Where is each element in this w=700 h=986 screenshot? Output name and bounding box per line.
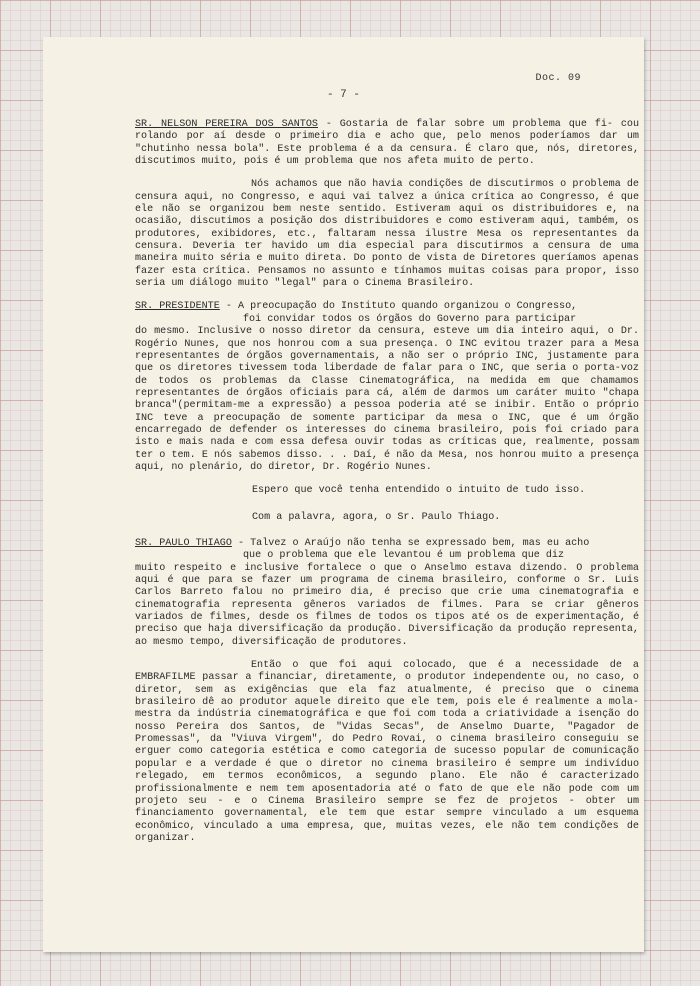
- speech-text: do mesmo. Inclusive o nosso diretor da censura, esteve um dia inteiro aqui, o Dr. Rogério Nunes, que nos honrou com a sua presença. O INC evitou trazer para a Mesa representantes de órgãos governamentais, a não ser o próprio INC, justamente para que os diretores tivessem toda liberdade de falar para o INC, que seria o porta-voz de todos os problemas da Classe Cinematográfica, na medida em que chamamos representantes de órgãos oficiais para cá, além de darmos um caráter muito "chapa branca"(permitam-me a expressão) a pessoa poderia até se inibir. Então o próprio INC teve a preocupação de somente participar da mesa o INC, que é um órgão encarregado de defender os interesses do cinema brasileiro, pois foi criado para isto e mais nada e com essa defesa ouvir todas as críticas que, realmente, possam ter o tem. E nós sabemos disso. . . Daí, é não da Mesa, nos honrou muito a presença aqui, no plenário, do diretor, Dr. Rogério Nunes.: [135, 326, 639, 473]
- paragraph-presidente: [135, 301, 639, 474]
- speech-first-line: - A preocupação do Instituto quando organizou o Congresso,: [219, 301, 578, 313]
- speaker-name: SR. PAULO THIAGO: [135, 537, 232, 549]
- paragraph-palavra: Com a palavra, agora, o Sr. Paulo Thiago.: [252, 511, 501, 523]
- paragraph-criticism: Nós achamos que não havia condições de discutirmos o problema de censura aqui, no Congresso, e aqui vai talvez a única crítica ao Congresso, é que ele não se organizou bem neste sentido. Estiveram aqui os distribuidores e, na ocasião, discutimos a posição dos distribuidores e como estiveram aqui, também, os produtores, exibidores, etc., faltaram nessa ilustre Mesa os representantes da censura. Deveria ter havido um dia especial para discutirmos a censura de uma maneira muito séria e muito direta. Do ponto de vista de Diretores queríamos apenas fazer esta crítica. Pensamos no assunto e tínhamos muitas coisas para propor, isso seria um diálogo muito "legal" para o Cinema Brasileiro.: [135, 179, 639, 290]
- paragraph-intuito: Espero que você tenha entendido o intuito de tudo isso.: [252, 485, 586, 497]
- page-number: - 7 -: [326, 89, 360, 101]
- paragraph-paulo-thiago: [135, 538, 639, 649]
- paragraph-nelson: [135, 119, 639, 168]
- speech-first-line: - Gostaria de falar sobre um problema que fi-: [317, 119, 613, 130]
- speech-continuation: foi convidar todos os órgãos do Governo para participar: [243, 313, 577, 325]
- document-page: [43, 37, 644, 952]
- speaker-name: SR. NELSON PEREIRA DOS SANTOS: [135, 119, 318, 130]
- speech-text: muito respeito e inclusive fortalece o que o Anselmo estava dizendo. O problema aqui é que para se fazer um programa de cinema brasileiro, conforme o Sr. Luis Carlos Barreto falou no primeiro dia, é preciso que crie uma cinematografia e cinematografia representa gêneros variados de filmes. Para se criar gêneros variados de filmes, desde os filmes de todos os tipos até os de experimentação, é preciso que haja diversificação da produção. Diversificação da produção representa, ao mesmo tempo, diversificação de produtores.: [135, 562, 639, 648]
- speech-continuation: que o problema que ele levantou é um problema que diz: [243, 550, 565, 562]
- paragraph-embrafilme: Então o que foi aqui colocado, que é a necessidade de a EMBRAFILME passar a financiar, diretamente, o produtor independente ou, no caso, o diretor, sem as exigências que ela faz atualmente, é preciso que o cinema brasileiro dê ao produtor aquele direito que ele tem, pois ele é realmente a mola-mestra da indústria cinematográfica e que foi com toda a criatividade a isenção do nosso Pereira dos Santos, de "Vidas Secas", de Anselmo Duarte, "Pagador de Promessas", da "Viuva Virgem", do Pedro Rovai, o cinema brasileiro conseguiu se erguer como categoria estética e como categoria de sucesso popular de comunicação popular e a verdade é que o diretor no cinema brasileiro é sempre um indivíduo relegado, em termos econômicos, a segundo plano. Ele não é caracterizado profissionalmente e nem tem aposentadoria até o fato de que ele não pode com um projeto seu - e o Cinema Brasileiro sempre se fez de projetos - obter um financiamento governamental, ele tem que estar sempre vinculado a um esquema econômico, vinculado a uma empresa, que, muitas vezes, ele não tem condições de organizar.: [135, 660, 639, 844]
- speaker-name: SR. PRESIDENTE: [135, 301, 220, 313]
- document-reference: Doc. 09: [535, 73, 581, 84]
- transcript-body: [135, 119, 639, 856]
- speech-first-line: - Talvez o Araújo não tenha se expressado bem, mas eu acho: [231, 537, 590, 549]
- speech-text: cou rolando por aí desde o primeiro dia e acho que, pelo menos poderíamos dar um "chutinho nessa bola". Este problema é a da censura. É claro que, nós, diretores, discutimos muito, pois é um problema que nos afeta muito de perto.: [135, 119, 639, 168]
